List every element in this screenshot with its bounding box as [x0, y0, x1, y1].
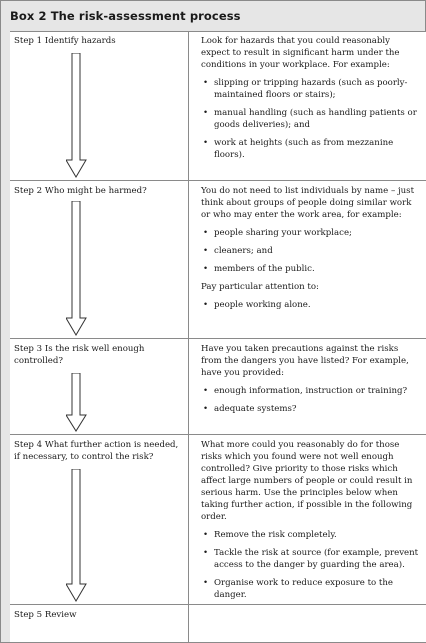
step-3-label: Step 3 Is the risk well enough controlled?	[14, 344, 145, 366]
list-item: • enough information, instruction or training?	[203, 386, 408, 396]
step-4-label: Step 4 What further action is needed, if necessary, to control the risk?	[14, 440, 179, 462]
steps-table	[10, 31, 426, 643]
step-1-label: Step 1 Identify hazards	[14, 36, 116, 46]
step-4-content	[201, 439, 420, 607]
list-item: • Organise work to reduce exposure to the danger.	[203, 578, 393, 600]
list-item: • people sharing your workplace;	[203, 228, 352, 238]
list-item: • manual handling (such as handling patients or goods deliveries); and	[203, 108, 417, 130]
list-item: • work at heights (such as from mezzanine floors).	[203, 138, 394, 160]
step-3-content	[201, 343, 420, 421]
step-2-intro: You do not need to list individuals by name – just think about groups of people doing similar work or who may enter the work area, for example:	[201, 186, 415, 220]
down-arrow-icon	[66, 201, 90, 337]
list-item: • slipping or tripping hazards (such as poorly-maintained floors or stairs);	[203, 78, 408, 100]
step-2-label: Step 2 Who might be harmed?	[14, 186, 147, 196]
step-2-content	[201, 185, 420, 317]
step-1-content	[201, 35, 420, 167]
list-item: • members of the public.	[203, 264, 315, 274]
step-5-label: Step 5 Review	[14, 610, 77, 620]
step-1-intro: Look for hazards that you could reasonably expect to result in significant harm under the conditions in your workplace. For example:	[201, 36, 400, 70]
box-title: Box 2 The risk-assessment process	[10, 9, 241, 23]
down-arrow-icon	[66, 53, 90, 179]
list-item: • Remove the risk completely.	[203, 530, 337, 540]
down-arrow-icon	[66, 373, 90, 433]
step-4-intro: What more could you reasonably do for those risks which you found were not well enough controlled? Give priority to those risks which affect large numbers of people or could result in serious harm. Use the principles below when taking further action, if possible in the following order.	[201, 440, 413, 522]
list-item: • people working alone.	[203, 300, 311, 310]
list-item: • cleaners; and	[203, 246, 273, 256]
list-item: • Tackle the risk at source (for example, prevent access to the danger by guarding the area).	[203, 548, 419, 570]
list-item: • adequate systems?	[203, 404, 297, 414]
down-arrow-icon	[66, 469, 90, 603]
step-3-intro: Have you taken precautions against the risks from the dangers you have listed? For example, have you provided:	[201, 344, 409, 378]
step-2-outro: Pay particular attention to:	[201, 282, 319, 292]
